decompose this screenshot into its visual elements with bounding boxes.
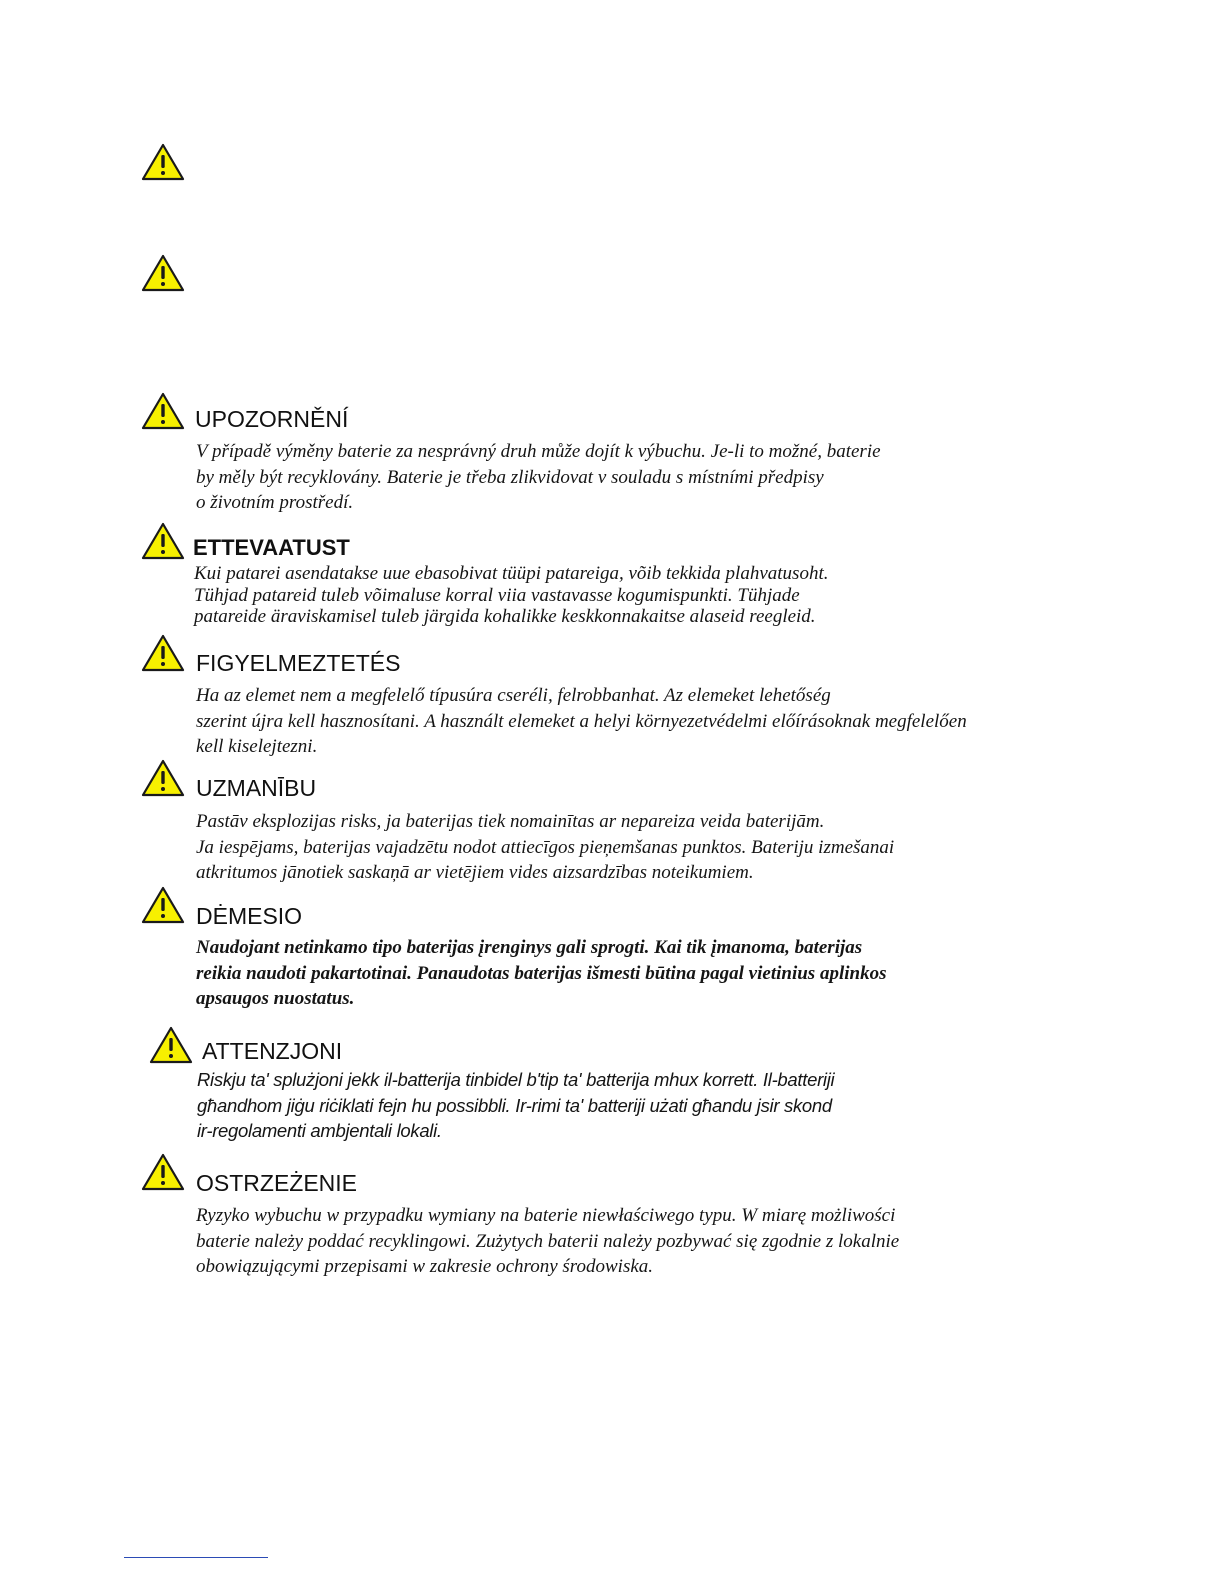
warning-icon — [140, 253, 186, 293]
warning-text-line: atkritumos jānotiek saskaņā ar vietējiem vides aizsardzības noteikumiem. — [196, 862, 754, 883]
warning-text-line: Tühjad patareid tuleb võimaluse korral viia vastavasse kogumispunkti. Tühjade — [194, 584, 800, 606]
warning-text-line: V případě výměny baterie za nesprávný druh může dojít k výbuchu. Je-li to možné, baterie — [196, 441, 881, 462]
warning-icon — [140, 633, 186, 673]
warning-text-line: ir-regolamenti ambjentali lokali. — [197, 1120, 442, 1141]
warning-icon — [140, 758, 186, 798]
warning-text — [197, 1067, 834, 1144]
warning-text — [196, 683, 967, 760]
warning-heading: DĖMESIO — [196, 903, 303, 929]
warning-text — [196, 1203, 899, 1280]
warning-heading: ATTENZJONI — [202, 1038, 343, 1064]
footnote-separator — [124, 1557, 268, 1558]
warning-icon — [140, 391, 186, 431]
warning-heading: ETTEVAATUST — [193, 535, 350, 560]
warning-icon — [148, 1025, 194, 1065]
warning-text — [196, 439, 881, 516]
warning-text-line: apsaugos nuostatus. — [196, 988, 355, 1009]
warning-text-line: reikia naudoti pakartotinai. Panaudotas baterijas išmesti būtina pagal vietinius aplinkos — [196, 962, 887, 984]
warning-text-line: by měly být recyklovány. Baterie je třeba zlikvidovat v souladu s místními předpisy — [196, 466, 824, 488]
warning-text — [196, 809, 894, 886]
warning-icon — [140, 1152, 186, 1192]
warning-text-line: Ha az elemet nem a megfelelő típusúra cseréli, felrobbanhat. Az elemeket lehetőség — [196, 685, 831, 706]
warning-text-line: szerint újra kell hasznosítani. A használt elemeket a helyi környezetvédelmi előírásoknak megfelelően — [196, 710, 967, 732]
warning-text-line: Pastāv eksplozijas risks, ja baterijas tiek nomainītas ar nepareiza veida baterijām. — [196, 811, 825, 832]
warning-heading: UPOZORNĚNÍ — [195, 406, 349, 432]
warning-text-line: Ja iespējams, baterijas vajadzētu nodot attiecīgos pieņemšanas punktos. Bateriju izmešanai — [196, 836, 895, 858]
warning-text-line: Riskju ta' splużjoni jekk il-batterija tinbidel b'tip ta' batterija mhux korrett. Il-batteriji — [197, 1069, 835, 1090]
warning-text-line: Kui patarei asendatakse uue ebasobivat tüüpi patareiga, võib tekkida plahvatusoht. — [194, 563, 829, 584]
warning-text-line: patareide äraviskamisel tuleb järgida kohalikke keskkonnakaitse alaseid reegleid. — [194, 606, 816, 627]
warning-text — [194, 563, 828, 628]
warning-icon — [140, 142, 186, 182]
warning-text-line: għandhom jiġu riċiklati fejn hu possibbli. Ir-rimi ta' batteriji użati għandu jsir skond — [197, 1094, 832, 1116]
warning-text-line: Ryzyko wybuchu w przypadku wymiany na baterie niewłaściwego typu. W miarę możliwości — [196, 1205, 896, 1226]
warning-icon — [140, 885, 186, 925]
warning-text-line: kell kiselejtezni. — [196, 736, 318, 757]
warning-icon — [140, 521, 186, 561]
warning-text-line: Naudojant netinkamo tipo baterijas įrenginys gali sprogti. Kai tik įmanoma, baterijas — [196, 937, 863, 958]
warning-heading: OSTRZEŻENIE — [196, 1170, 358, 1196]
warning-text — [196, 935, 886, 1012]
warning-heading: FIGYELMEZTETÉS — [196, 650, 401, 676]
warning-text-line: obowiązującymi przepisami w zakresie ochrony środowiska. — [196, 1256, 654, 1277]
warning-text-line: o životním prostředí. — [196, 492, 354, 513]
warning-heading: UZMANĪBU — [196, 775, 317, 801]
warning-text-line: baterie należy poddać recyklingowi. Zużytych baterii należy pozbywać się zgodnie z lokalnie — [196, 1230, 900, 1252]
